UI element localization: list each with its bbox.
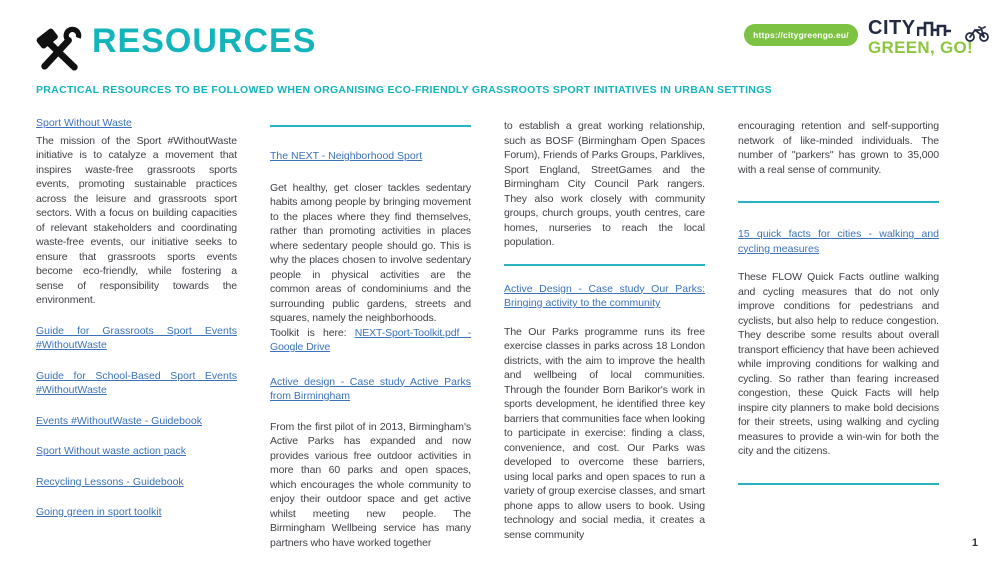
link-quick-facts: [738, 227, 939, 256]
logo-green-go-text: GREEN, GO!: [868, 38, 974, 57]
paragraph-flow: These FLOW Quick Facts outline walking and cycling measures that do not only improve conditions for pedestrians and cyclists, but also help to reduce congestion. They describe some results about overall transport efficiency that have been achieved while improving conditions for walking and cycling. So rather than fearing increased congestion, these Quick Facts will help inspire city planners to make bold decisions for their streets, using walking and cycling measures to provide a win-win for both the city and the citizens.: [738, 271, 939, 457]
recycling-lessons-link[interactable]: Recycling Lessons - Guidebook: [36, 475, 184, 488]
next-sport-toolkit-link[interactable]: NEXT-Sport-Toolkit.pdf - Google Drive: [270, 326, 471, 353]
link-active-design-birmingham: [270, 375, 471, 404]
paragraph-partners: to establish a great working relationship, such as BOSF (Birmingham Open Spaces Forum), Friends of Parks Groups, Parklives, Sport England, StreetGames and the Birmingham City Council Park rangers. They also work closely with community groups, church groups, youth centres, care homes, nurseries to reach the local population.: [504, 120, 705, 248]
paragraph-parkers: encouraging retention and self-supporting network of like-minded individuals. The number of "parkers" has grown to 35,000 with a real sense of community.: [738, 120, 939, 176]
paragraph-our-parks: The Our Parks programme runs its free exercise classes in parks across 18 London districts, with the aim to improve the health and wellbeing of local communities. Through the founder Born Barikor's work in sports development, he identified three key barriers that communities face when looking to participate in exercise: finding a class, convenience, and cost. Our Parks was developed to overcome these barriers, using local parks and open spaces to run a variety of group exercise classes, and smart phone apps to allow users to book. Using technology and social media, it creates a sense community: [504, 325, 705, 541]
city-skyline-icon: [917, 19, 959, 37]
website-url-button[interactable]: [744, 24, 858, 46]
content-columns: [36, 116, 942, 550]
link-our-parks: [504, 282, 705, 311]
column-1: [36, 116, 237, 550]
bicycle-icon: [964, 24, 990, 42]
paragraph-birmingham: From the first pilot of in 2013, Birmingham's Active Parks has expanded and now provides various free outdoor activities in more than 60 parks and open spaces, which encourages the whole community to enjoy their outdoor space and get active whilst meeting new people. The Birmingham Wellbeing service has many partners who have worked together: [270, 420, 471, 549]
section-divider: [504, 264, 705, 266]
link-the-next: [270, 149, 471, 164]
paragraph-next: Get healthy, get closer tackles sedentary habits among people by bringing movement to the places where they find themselves, rather than promoting activities in places where sedentary people should go. This is why the places chosen to involve sedentary people in physical activities are the common areas of condominiums and the surrounding public gardens, streets and squares, namely the neighborhoods.: [270, 181, 471, 324]
section-divider: [270, 125, 471, 127]
sport-without-waste-link[interactable]: Sport Without Waste: [36, 117, 132, 129]
link-guide-grassroots: [36, 324, 237, 353]
link-action-pack: [36, 444, 237, 459]
the-next-link[interactable]: The NEXT - Neighborhood Sport: [270, 150, 423, 162]
website-url-label: https://citygreengo.eu/: [753, 30, 849, 40]
page-subtitle: PRACTICAL RESOURCES TO BE FOLLOWED WHEN ORGANISING ECO-FRIENDLY GRASSROOTS SPORT INITIATIVES IN URBAN SETTINGS: [36, 84, 772, 96]
action-pack-link[interactable]: Sport Without waste action pack: [36, 445, 186, 457]
link-recycling-lessons: [36, 475, 237, 490]
our-parks-link[interactable]: Active Design - Case study Our Parks: Bringing activity to the community: [504, 282, 705, 309]
section-divider: [738, 483, 939, 485]
link-going-green: [36, 505, 237, 520]
column-2: [270, 116, 471, 550]
section-divider: [738, 201, 939, 203]
events-guidebook-link[interactable]: Events #WithoutWaste - Guidebook: [36, 414, 202, 427]
city-green-go-logo: [868, 18, 988, 56]
logo-city-text: CITY: [868, 17, 916, 39]
link-sport-without-waste: [36, 116, 237, 131]
column-4: [738, 116, 939, 550]
link-events-guidebook: [36, 414, 237, 429]
going-green-link[interactable]: Going green in sport toolkit: [36, 506, 162, 518]
toolkit-prefix: Toolkit is here:: [270, 326, 355, 339]
link-guide-school: [36, 369, 237, 398]
guide-school-link[interactable]: Guide for School-Based Sport Events #WithoutWaste: [36, 369, 237, 396]
active-design-birmingham-link[interactable]: Active design - Case study Active Parks from Birmingham: [270, 375, 471, 402]
paragraph-mission: The mission of the Sport #WithoutWaste initiative is to catalyze a movement that inspires waste-free grassroots sports events, promoting sustainable practices across the leisure and grassroots sport sectors. With a focus on building capacities of relevant stakeholders and coordinating waste-free events, our initiative seeks to ensure that grassroots sports events become eco-friendly, while fostering a sense of responsibility towards the environment.: [36, 134, 237, 306]
column-3: [504, 116, 705, 550]
guide-grassroots-link[interactable]: Guide for Grassroots Sport Events #WithoutWaste: [36, 324, 237, 351]
quick-facts-link[interactable]: 15 quick facts for cities - walking and cycling measures: [738, 228, 939, 255]
tools-icon: [36, 26, 82, 72]
toolkit-line: [270, 326, 471, 355]
page-title: RESOURCES: [92, 22, 317, 60]
page-number: 1: [971, 537, 978, 549]
